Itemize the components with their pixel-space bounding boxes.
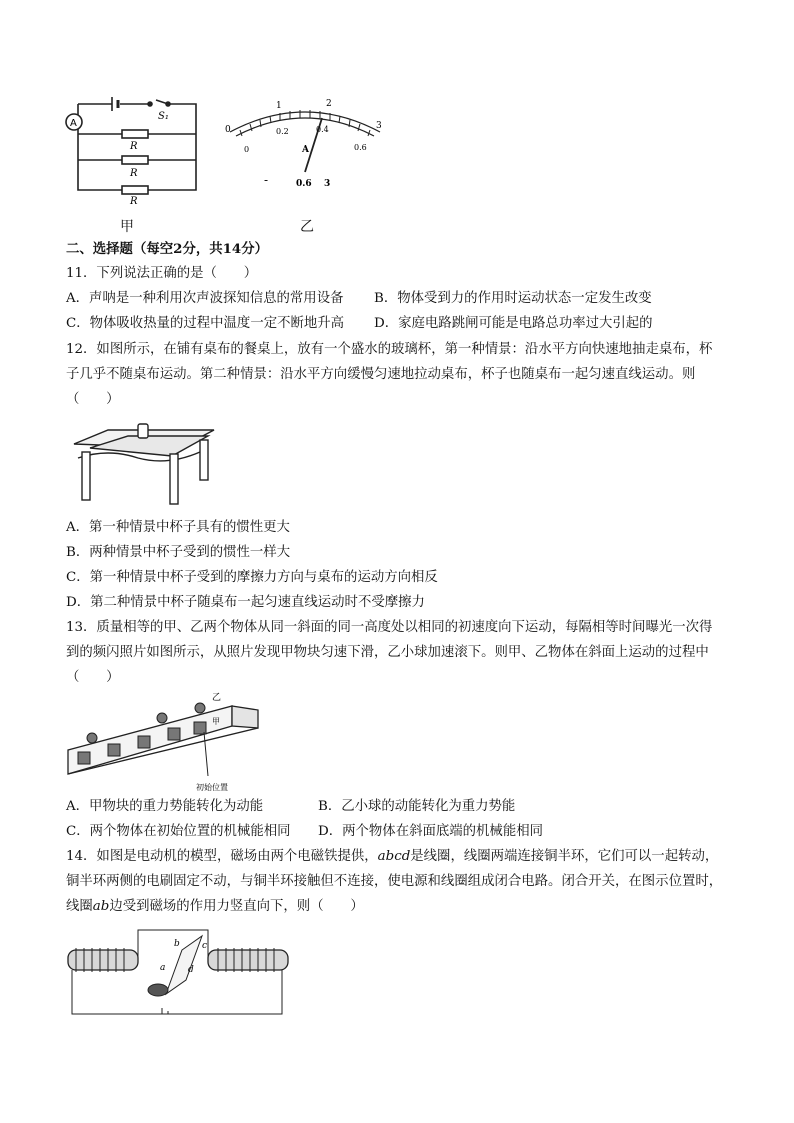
q12-option-b: B．两种情景中杯子受到的惯性一样大	[66, 545, 291, 560]
q11-option-a: A．声呐是一种利用次声波探知信息的常用设备	[66, 291, 344, 306]
q13-option-c: C．两个物体在初始位置的机械能相同	[66, 824, 291, 839]
q14-stem-line3	[66, 898, 364, 916]
q12-stem-line1: 12．如图所示，在铺有桌布的餐桌上，放有一个盛水的玻璃杯，第一种情景：沿水平方向快速地抽走桌布，杯	[66, 342, 713, 357]
q14-line1-var: abcd	[377, 849, 411, 864]
section-title: 二、选择题（每空2分，共14分）	[66, 241, 269, 257]
q11-option-c: C．物体吸收热量的过程中温度一定不断地升高	[66, 316, 345, 331]
incline-label-jia: 甲	[212, 717, 220, 726]
q13-option-a: A．甲物块的重力势能转化为动能	[66, 799, 264, 814]
dial-unit: A	[302, 145, 309, 155]
q14-line3-post: 边受到磁场的作用力竖直向下，则（ ）	[109, 899, 364, 914]
terminal-3: 3	[324, 179, 331, 189]
terminal-minus: -	[264, 173, 269, 187]
incline-label-yi: 乙	[212, 693, 222, 703]
q12-option-a: A．第一种情景中杯子具有的惯性更大	[66, 520, 290, 535]
ammeter-caption: 乙	[300, 219, 314, 235]
q14-stem-line2: 铜半环两侧的电刷固定不动，与铜半环接触但不连接，使电源和线圈组成闭合电路。闭合开关，在图示位置时，	[66, 874, 723, 889]
dial-bottom-04: 0.4	[316, 125, 329, 134]
dial-bottom-0: 0	[244, 145, 250, 154]
incline-label-start: 初始位置	[196, 783, 228, 792]
switch-label: S₁	[158, 111, 169, 122]
q12-option-c: C．第一种情景中杯子受到的摩擦力方向与桌布的运动方向相反	[66, 570, 438, 585]
ammeter-dial	[220, 94, 390, 194]
circuit-caption: 甲	[120, 219, 134, 235]
q14-line1-post: 是线圈，线圈两端连接铜半环，它们可以一起转动，	[410, 849, 719, 864]
resistor-label-1: R	[130, 141, 138, 152]
coil-label-a: a	[160, 963, 166, 973]
ammeter-symbol: A	[70, 118, 77, 129]
coil-label-b: b	[174, 939, 180, 949]
resistor-label-3: R	[130, 196, 138, 207]
dial-bottom-06: 0.6	[354, 143, 367, 152]
circuit-diagram	[60, 92, 210, 207]
resistor-label-2: R	[130, 168, 138, 179]
q13-stem-line2: 到的频闪照片如图所示，从照片发现甲物块匀速下滑，乙小球加速滚下。则甲、乙物体在斜面上运动的过程中	[66, 645, 709, 660]
q13-option-b: B．乙小球的动能转化为重力势能	[318, 799, 516, 814]
dial-top-3: 3	[376, 121, 382, 131]
q14-line1-pre: 14．如图是电动机的模型，磁场由两个电磁铁提供，	[66, 849, 378, 864]
q14-line3-pre: 线圈	[66, 899, 93, 914]
q14-line3-var: ab	[92, 899, 110, 914]
table-figure	[68, 418, 218, 506]
dial-top-1: 1	[276, 101, 282, 111]
q13-option-d: D．两个物体在斜面底端的机械能相同	[318, 824, 543, 839]
q12-stem-line2: 子几乎不随桌布运动。第二种情景：沿水平方向缓慢匀速地拉动桌布，杯子也随桌布一起匀速直线运动。则	[66, 367, 696, 382]
motor-figure	[62, 922, 302, 1022]
q13-stem-line3: （ ）	[66, 670, 120, 685]
q13-stem-line1: 13．质量相等的甲、乙两个物体从同一斜面的同一高度处以相同的初速度向下运动，每隔相等时间曝光一次得	[66, 620, 713, 635]
q12-stem-line3: （ ）	[66, 392, 120, 407]
terminal-06: 0.6	[296, 179, 312, 189]
dial-top-2: 2	[326, 99, 332, 109]
q11-option-b: B．物体受到力的作用时运动状态一定发生改变	[374, 291, 652, 306]
dial-bottom-02: 0.2	[276, 127, 289, 136]
coil-label-d: d	[188, 965, 194, 975]
coil-label-c: c	[202, 941, 208, 951]
q12-option-d: D．第二种情景中杯子随桌布一起匀速直线运动时不受摩擦力	[66, 595, 425, 610]
incline-figure	[62, 688, 262, 794]
q11-option-d: D．家庭电路跳闸可能是电路总功率过大引起的	[374, 316, 653, 331]
q11-stem: 11．下列说法正确的是（ ）	[66, 266, 258, 281]
dial-top-0: 0	[225, 125, 231, 135]
q14-stem-line1	[66, 848, 718, 866]
